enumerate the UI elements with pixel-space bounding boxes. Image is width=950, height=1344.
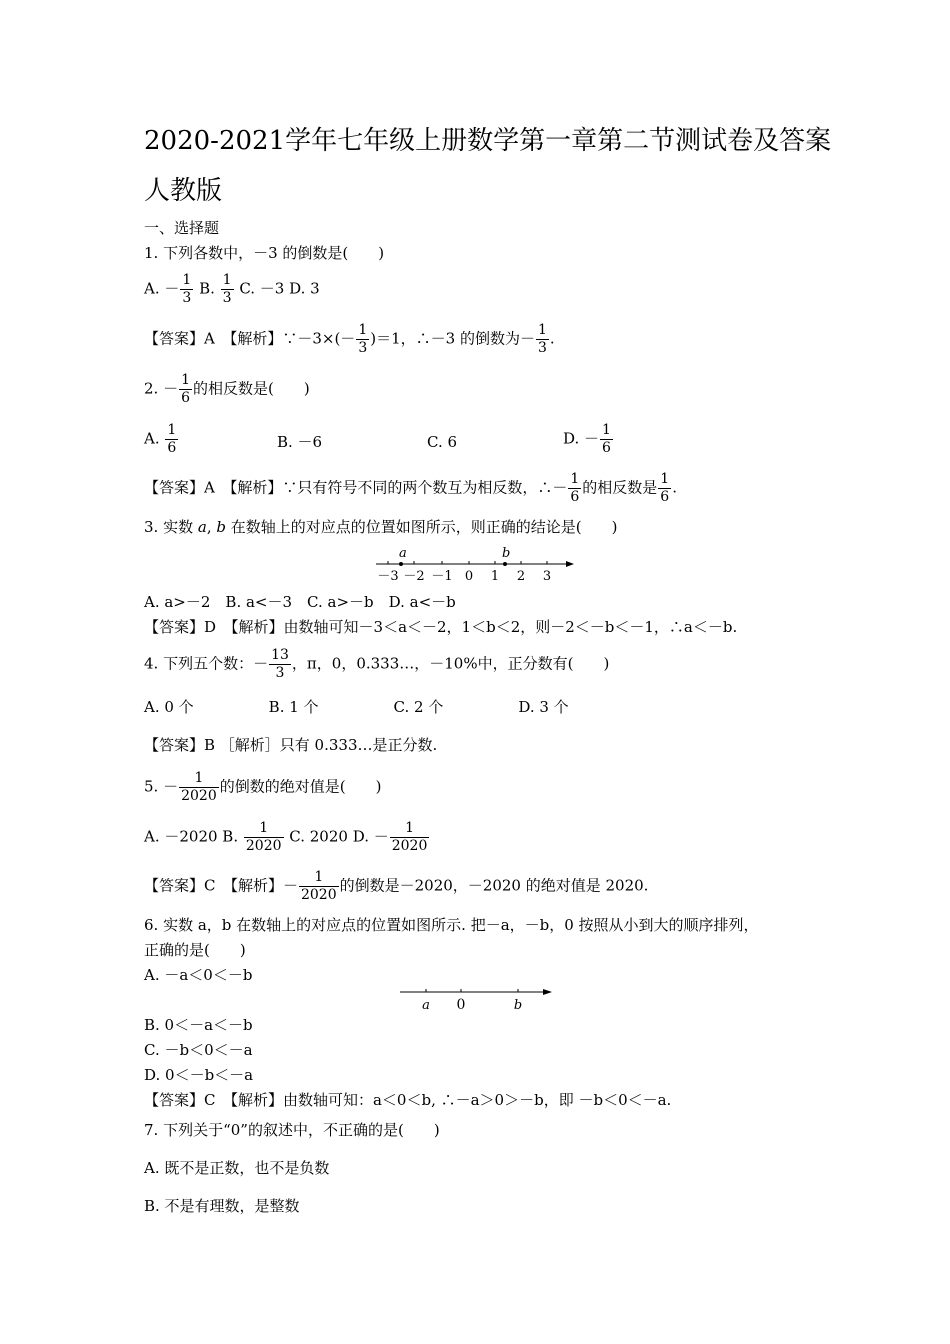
q6-option-a: A. －a＜0＜－b xyxy=(144,966,253,984)
q7-option-b: B. 不是有理数，是整数 xyxy=(144,1197,300,1215)
q3-tick-label: 0 xyxy=(464,569,474,584)
q3-point-b xyxy=(503,562,507,566)
q3-answer: 【答案】D 【解析】由数轴可知－3＜a＜－2，1＜b＜2，则－2＜－b＜－1，∴a＜－b. xyxy=(144,618,738,636)
q2-option-b: B. －6 xyxy=(277,433,323,451)
q3-axis-label-b: b xyxy=(502,546,511,561)
q3-options: A. a>－2 B. a<－3 C. a>－b D. a<－b xyxy=(144,593,456,611)
doc-title-line2: 人教版 xyxy=(144,176,223,206)
q2-option-d: D. － $\frac{1}{6}$ xyxy=(563,422,611,456)
q3-point-a xyxy=(399,562,403,566)
q1-options: A. － $\frac{1}{3}$ B. $\frac{1}{3}$ C. －3 D. 3 xyxy=(144,272,320,306)
q6-answer: 【答案】C 【解析】由数轴可知：a＜0＜b, ∴－a＞0＞－b，即 －b＜0＜－a. xyxy=(144,1091,672,1109)
q3-tick-label: 2 xyxy=(516,569,526,584)
q1-b-fraction: $\frac{1}{3}$ xyxy=(222,272,232,306)
q3-tick-label: 3 xyxy=(542,569,552,584)
q1-stem: 1. 下列各数中，－3 的倒数是( ) xyxy=(144,244,385,262)
q3-tick-label: －2 xyxy=(403,569,425,584)
q1-a-fraction: $\frac{1}{3}$ xyxy=(182,272,192,306)
q3-stem: 3. 实数 a, b 在数轴上的对应点的位置如图所示，则正确的结论是( ) xyxy=(144,518,618,536)
q3-number-line xyxy=(370,542,580,586)
q3-tick-label: 1 xyxy=(490,569,500,584)
q7-option-a: A. 既不是正数，也不是负数 xyxy=(144,1159,330,1177)
q6-option-c: C. －b＜0＜－a xyxy=(144,1041,253,1059)
q2-answer: 【答案】A 【解析】∵只有符号不同的两个数互为相反数，∴－ $\frac{1}{6}$ 的相反数是 $\frac{1}{6}$ . xyxy=(144,471,677,505)
q1-answer: 【答案】A 【解析】∵－3×(－ $\frac{1}{3}$ )＝1，∴－3 的倒数为－ $\frac{1}{3}$ . xyxy=(144,322,555,356)
q6-number-line xyxy=(395,982,560,1012)
q4-options: A. 0 个 B. 1 个 C. 2 个 D. 3 个 xyxy=(144,698,569,716)
q3-tick-label: －3 xyxy=(377,569,399,584)
q6-axis-label-0: 0 xyxy=(456,997,466,1012)
q6-option-d: D. 0＜－b＜－a xyxy=(144,1066,254,1084)
q6-stem-line1: 6. 实数 a，b 在数轴上的对应点的位置如图所示. 把－a，－b，0 按照从小到大的顺序排列， xyxy=(144,916,759,934)
q2-option-c: C. 6 xyxy=(427,433,458,451)
q3-axis-label-a: a xyxy=(399,546,407,561)
q5-stem: 5. － $\frac{1}{2020}$ 的倒数的绝对值是( ) xyxy=(144,770,382,804)
doc-title-line1: 2020-2021学年七年级上册数学第一章第二节测试卷及答案 xyxy=(144,126,832,156)
q7-stem: 7. 下列关于“0”的叙述中，不正确的是( ) xyxy=(144,1121,440,1139)
q6-axis-label-a: a xyxy=(422,998,430,1012)
q6-option-b: B. 0＜－a＜－b xyxy=(144,1016,253,1034)
q5-answer: 【答案】C 【解析】－ $\frac{1}{2020}$ 的倒数是－2020，－2020 的绝对值是 2020. xyxy=(144,869,649,903)
q5-options: A. －2020 B. $\frac{1}{2020}$ C. 2020 D. － $\frac{1}{2020}$ xyxy=(144,820,428,854)
q2-option-a: A. $\frac{1}{6}$ xyxy=(144,422,177,456)
q4-answer: 【答案】B ［解析］只有 0.333…是正分数. xyxy=(144,736,438,754)
q6-stem-line2: 正确的是( ) xyxy=(144,941,246,959)
section-heading: 一、选择题 xyxy=(144,219,220,237)
q6-axis-label-b: b xyxy=(513,998,523,1012)
q2-stem: 2. － $\frac{1}{6}$ 的相反数是( ) xyxy=(144,372,310,406)
q4-stem: 4. 下列五个数：－ $\frac{13}{3}$ ，π，0，0.333…，－10%中，正分数有( ) xyxy=(144,647,610,681)
q3-tick-label: －1 xyxy=(431,569,453,584)
